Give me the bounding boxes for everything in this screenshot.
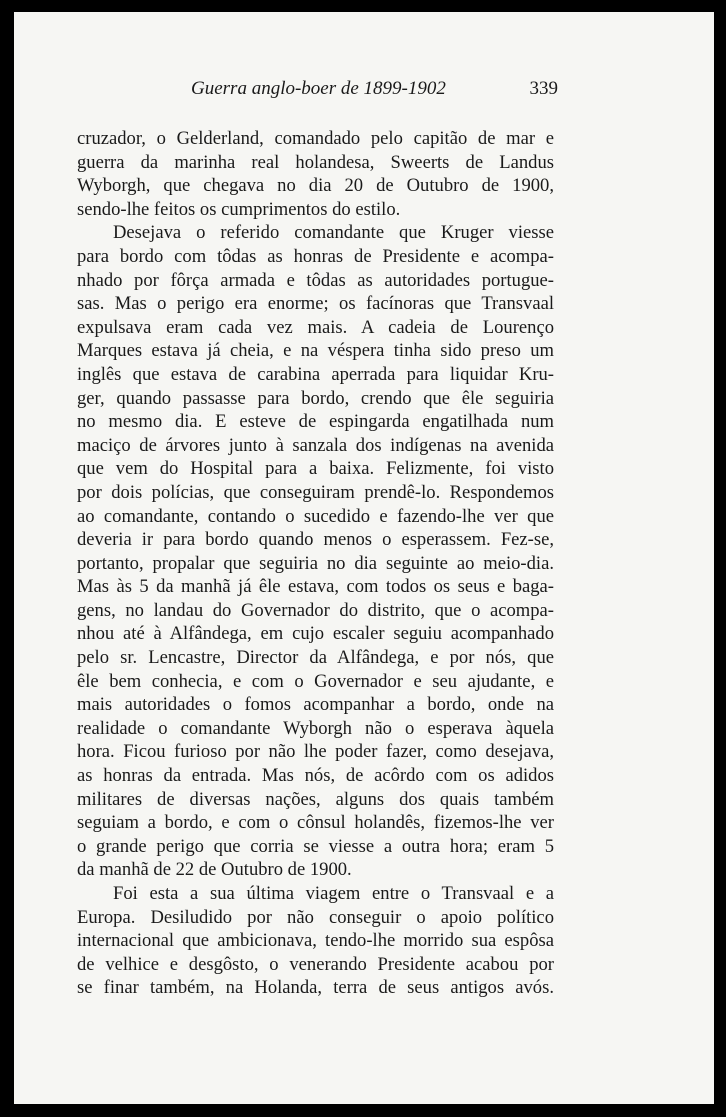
text-line: cruzador, o Gelderland, comandado pelo capitão de mar e [77,128,554,149]
text-line: Foi esta a sua última viagem entre o Transvaal e a [113,883,554,904]
text-line: portanto, propalar que seguiria no dia seguinte ao meio-dia. [77,552,554,574]
text-line: mais autoridades o fomos acompanhar a bordo, onde na [77,694,554,716]
text-line: seguiam a bordo, e com o cônsul holandês, fizemos-lhe ver [77,812,554,834]
text-line: sendo-lhe feitos os cumprimentos do estilo. [77,198,401,220]
text-line: que vem do Hospital para a baixa. Felizmente, foi visto [77,458,554,480]
text-line: Desejava o referido comandante que Kruger viesse [113,222,554,244]
text-line: hora. Ficou furioso por não lhe poder fazer, como desejava, [77,741,554,763]
text-line: deveria ir para bordo quando menos o esperassem. Fez-se, [77,529,554,551]
text-line: da manhã de 22 de Outubro de 1900. [77,859,352,881]
text-line: realidade o comandante Wyborgh não o esperava àquela [77,717,554,739]
text-line: militares de diversas nações, alguns dos quais também [77,788,554,810]
text-line: ao comandante, contando o sucedido e fazendo-lhe ver que [77,505,554,527]
text-line: por dois polícias, que conseguiram prendê-lo. Respondemos [77,481,554,503]
text-line: gens, no landau do Governador do distrito, que o acompa- [77,599,554,621]
text-line: Mas às 5 da manhã já êle estava, com todos os seus e baga- [77,576,554,598]
running-title: Guerra anglo-boer de 1899-1902 [191,78,446,99]
page-number: 339 [529,78,558,99]
text-line: nhado por fôrça armada e tôdas as autoridades portugue- [77,269,554,291]
book-page [14,12,714,1104]
text-line: o grande perigo que corria se viesse a outra hora; eram 5 [77,835,554,857]
text-line: expulsava eram cada vez mais. A cadeia de Lourenço [77,316,554,338]
text-line: internacional que ambicionava, tendo-lhe morrido sua espôsa [77,930,554,952]
text-line: as honras da entrada. Mas nós, de acôrdo com os adidos [77,765,554,787]
text-line: de velhice e desgôsto, o venerando Presidente acabou por [77,953,554,975]
text-line: no mesmo dia. E esteve de espingarda engatilhada num [77,411,554,433]
text-line: guerra da marinha real holandesa, Sweerts de Landus [77,151,554,173]
text-line: se finar também, na Holanda, terra de seus antigos avós. [77,977,554,999]
text-line: Wyborgh, que chegava no dia 20 de Outubro de 1900, [77,175,554,197]
text-line: ger, quando passasse para bordo, crendo que êle seguiria [77,387,554,409]
text-line: pelo sr. Lencastre, Director da Alfândega, e por nós, que [77,647,554,669]
body-text [77,127,554,1000]
text-line: maciço de árvores junto à sanzala dos indígenas na avenida [77,434,554,456]
page-header [14,78,714,104]
text-line: Marques estava já cheia, e na véspera tinha sido preso um [77,340,554,362]
text-line: êle bem conhecia, e com o Governador e seu ajudante, e [77,670,554,692]
text-line: para bordo com tôdas as honras de Presidente e acompa- [77,245,554,267]
text-line: inglês que estava de carabina aperrada para liquidar Kru- [77,363,554,385]
text-line: nhou até à Alfândega, em cujo escaler seguiu acompanhado [77,623,554,645]
text-line: Europa. Desiludido por não conseguir o apoio político [77,906,554,928]
text-line: sas. Mas o perigo era enorme; os facínoras que Transvaal [77,293,554,315]
